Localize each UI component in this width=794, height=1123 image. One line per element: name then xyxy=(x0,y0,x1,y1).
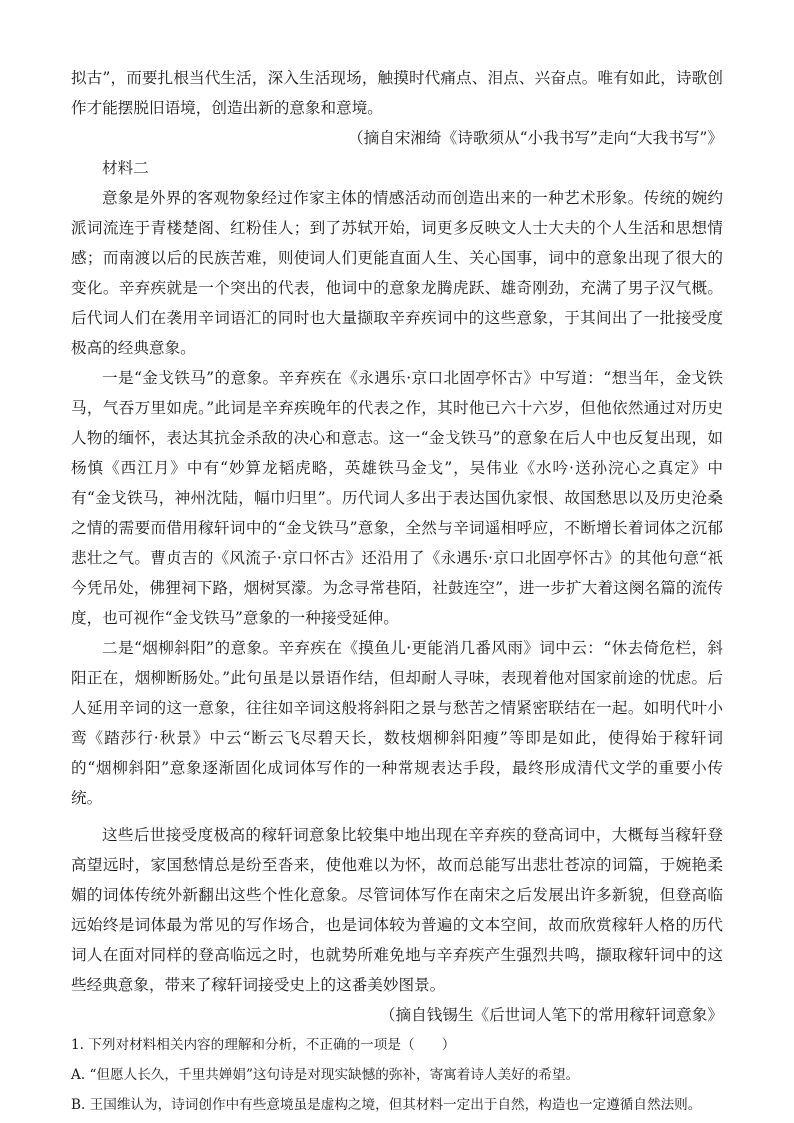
intro-paragraph: 拟古”，而要扎根当代生活，深入生活现场，触摸时代痛点、泪点、兴奋点。唯有如此，诗歌创作才能摆脱旧语境，创造出新的意象和意境。 xyxy=(71,69,723,117)
material-two-paragraph: 这些后世接受度极高的稼轩词意象比较集中地出现在辛弃疾的登高词中，大概每当稼轩登高望远时，家国愁情总是纷至沓来，使他难以为怀，故而总能写出悲壮苍凉的词篇，于婉艳柔媚的词体传统外新翻出这些个性化意象。尽管词体写作在南宋之后发展出许多新貌，但登高临远始终是词体最为常见的写作场合，也是词体较为普遍的文本空间，故而欣赏稼轩人格的历代词人在面对同样的登高临远之时，也就势所难免地与辛弃疾产生强烈共鸣，撷取稼轩词中的这些经典意象，带来了稼轩词接受史上的这番美妙图景。 xyxy=(71,826,723,994)
document-page xyxy=(71,63,723,1120)
material-two-paragraph: 意象是外界的客观物象经过作家主体的情感活动而创造出来的一种艺术形象。传统的婉约派词流连于青楼楚阁、红粉佳人；到了苏轼开始，词更多反映文人士大夫的个人生活和思想情感；而南渡以后的民族苦难，则使词人们更能直面人生、关心国事，词中的意象出现了很大的变化。辛弃疾就是一个突出的代表，他词中的意象龙腾虎跃、雄奇刚劲，充满了男子汉气概。后代词人们在袭用辛词语汇的同时也大量撷取辛弃疾词中的这些意象，于其间出了一批接受度极高的经典意象。 xyxy=(71,189,723,357)
question-option-a: A. “但愿人长久，千里共婵娟”这句诗是对现实缺憾的弥补，寄寓着诗人美好的希望。 xyxy=(71,1067,580,1083)
material-two-label: 材料二 xyxy=(102,159,149,177)
question-stem: 1. 下列对材料相关内容的理解和分析，不正确的一项是（ ） xyxy=(71,1037,456,1053)
material-two-paragraph: 一是“金戈铁马”的意象。辛弃疾在《永遇乐·京口北固亭怀古》中写道：“想当年，金戈铁马，气吞万里如虎。”此词是辛弃疾晚年的代表之作，其时他已六十六岁，但他依然通过对历史人物的缅怀，表达其抗金杀敌的决心和意志。这一“金戈铁马”的意象在后人中也反复出现，如杨慎《西江月》中有“妙算龙韬虎略，英雄铁马金戈”，吴伟业《水吟·送孙浣心之真定》中有“金戈铁马，神州沈陆，幅巾归里”。历代词人多出于表达国仇家恨、故国愁思以及历史沧桑之情的需要而借用稼轩词中的“金戈铁马”意象，全然与辛词遥相呼应，不断增长着词体之沉郁悲壮之气。曹贞吉的《风流子·京口怀古》还沿用了《永遇乐·京口北固亭怀古》的其他句意“祇今凭吊处，佛狸祠下路，烟树冥濛。为念寻常巷陌，社鼓连空”，进一步扩大着这阕名篇的流传度，也可视作“金戈铁马”意象的一种接受延伸。 xyxy=(71,369,723,627)
question-option-b: B. 王国维认为，诗词创作中有些意境虽是虚构之境，但其材料一定出于自然，构造也一定遵循自然法则。 xyxy=(71,1097,702,1113)
intro-source-citation: （摘自宋湘绮《诗歌须从“小我书写”走向“大我书写”》 xyxy=(348,129,723,147)
material-two-source-citation: （摘自钱锡生《后世词人笔下的常用稼轩词意象》 xyxy=(379,1006,723,1024)
material-two-paragraph: 二是“烟柳斜阳”的意象。辛弃疾在《摸鱼儿·更能消几番风雨》词中云：“休去倚危栏，斜阳正在，烟柳断肠处。”此句虽是以景语作结，但却耐人寻味，表现着他对国家前途的忧虑。后人延用辛词的这一意象，往往如辛词这般将斜阳之景与愁苦之情紧密联结在一起。如明代叶小鸾《踏莎行·秋景》中云“断云飞尽碧天长，数枝烟柳斜阳瘦”等即是如此，使得始于稼轩词的“烟柳斜阳”意象逐渐固化成词体写作的一种常规表达手段，最终形成清代文学的重要小传统。 xyxy=(71,639,723,807)
